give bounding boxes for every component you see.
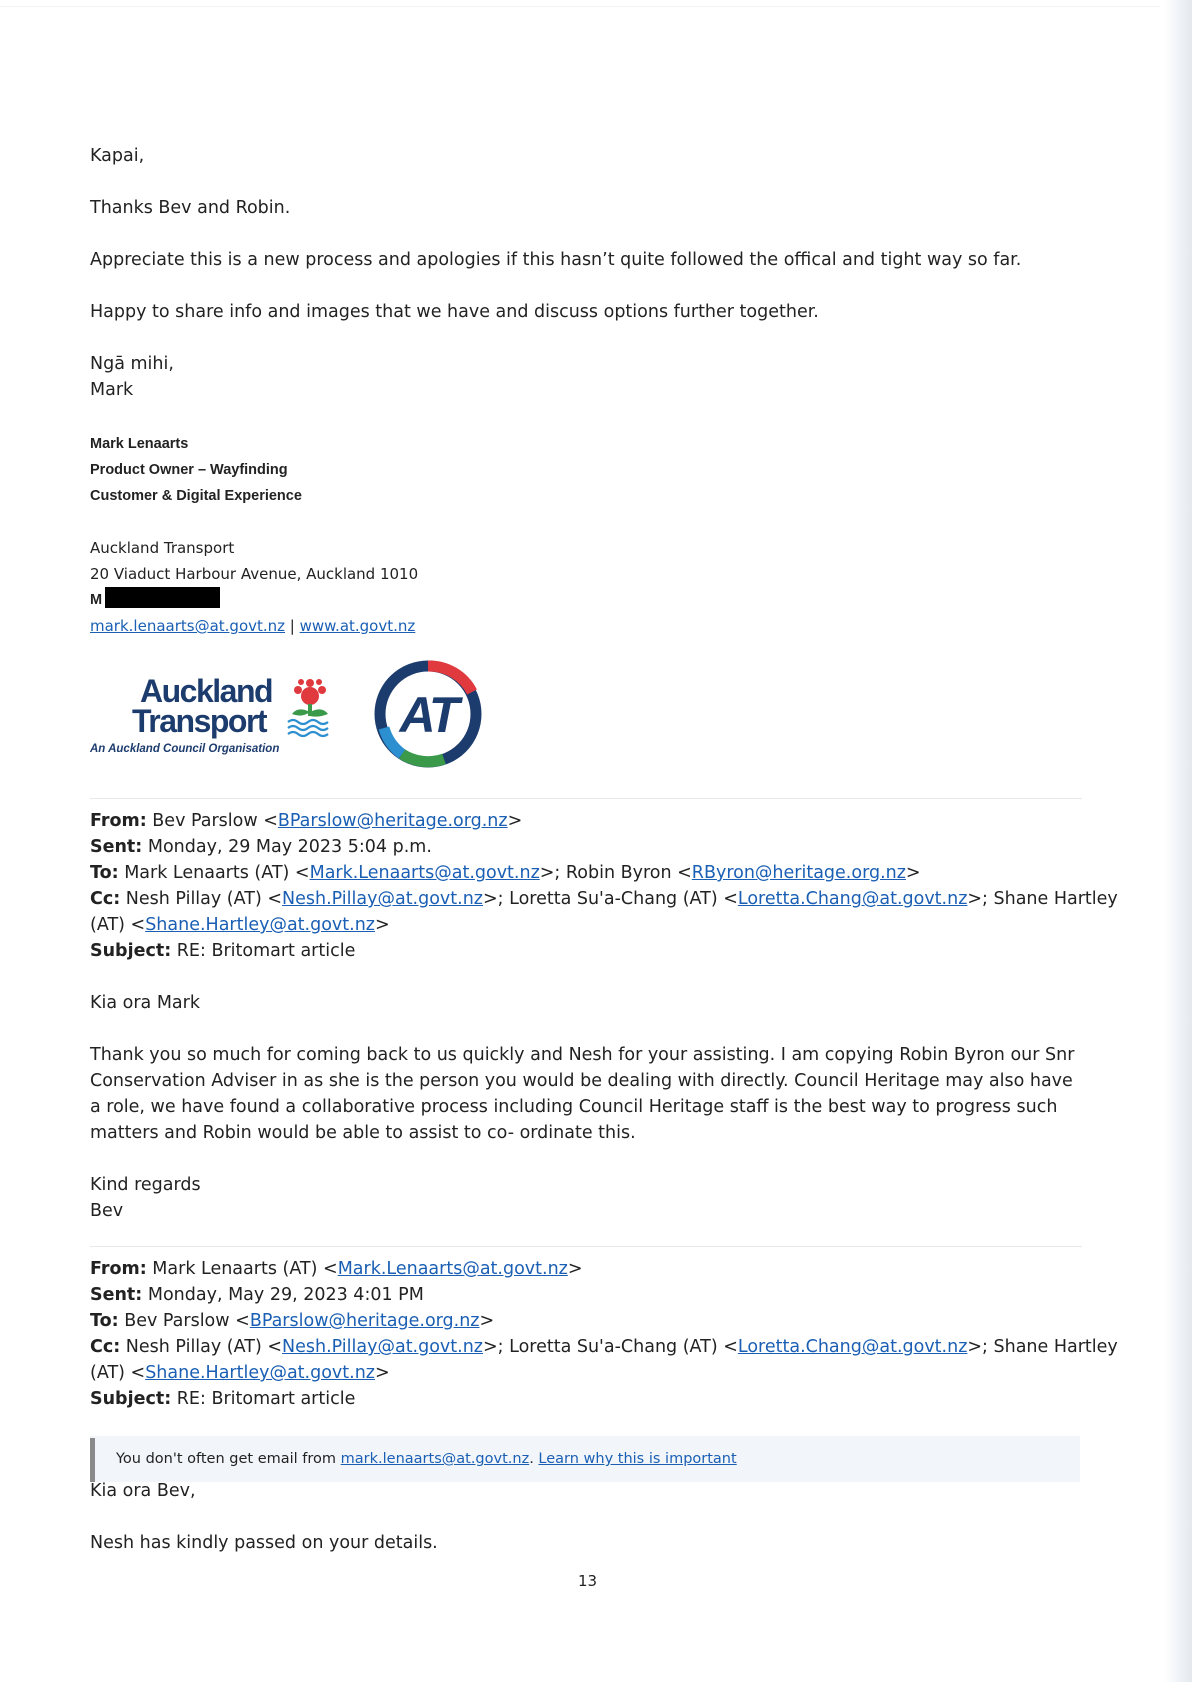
logo-tagline: An Auckland Council Organisation [90,743,280,755]
reply-line-3: Happy to share info and images that we have and discuss options further together. [90,302,819,322]
email2-cc-email3-link[interactable]: Shane.Hartley@at.govt.nz [145,1363,375,1383]
email1-sent-value: Monday, 29 May 2023 5:04 p.m. [142,837,432,857]
reply-greeting: Kapai, [90,146,145,166]
reply-signoff: Ngā mihi, [90,354,174,374]
email2-cc-line2 [90,1360,390,1386]
email1-from-label: From: [90,811,147,831]
email2-to-name: Bev Parslow < [118,1311,250,1331]
signature-links [90,613,415,639]
email1-from-name: Bev Parslow < [146,811,278,831]
email2-from [90,1256,583,1282]
email2-from-close: > [567,1259,583,1279]
signature-dept: Customer & Digital Experience [90,488,302,504]
top-rule [0,6,1160,7]
email2-cc-mid2: >; Shane Hartley [967,1337,1118,1357]
email1-from-email-link[interactable]: BParslow@heritage.org.nz [277,811,508,831]
notice-pre: You don't often get email from [116,1451,341,1467]
email1-cc [90,886,1118,912]
email2-sent-value: Monday, May 29, 2023 4:01 PM [142,1285,424,1305]
email2-to-email-link[interactable]: BParslow@heritage.org.nz [249,1311,480,1331]
email2-to-label: To: [90,1311,119,1331]
email1-cc-email1-link[interactable]: Nesh.Pillay@at.govt.nz [282,889,483,909]
email1-sent [90,834,432,860]
email2-subject-label: Subject: [90,1389,172,1409]
email2-cc-line2-pre: (AT) < [90,1363,146,1383]
email1-cc-email2-link[interactable]: Loretta.Chang@at.govt.nz [737,889,968,909]
logo-wordmark-transport: Transport [132,703,267,739]
email2-cc-mid1: >; Loretta Su'a-Chang (AT) < [483,1337,738,1357]
email2-cc-label: Cc: [90,1337,121,1357]
email1-sent-label: Sent: [90,837,143,857]
signature-link-separator: | [285,617,300,635]
reply-line-1: Thanks Bev and Robin. [90,198,291,218]
at-badge-logo [372,658,484,770]
badge-monogram: AT [399,687,457,743]
auckland-transport-logo [88,672,338,758]
learn-why-link[interactable]: Learn why this is important [538,1451,737,1467]
email2-from-label: From: [90,1259,147,1279]
email2-subject-value: RE: Britomart article [171,1389,356,1409]
email1-subject-value: RE: Britomart article [171,941,356,961]
water-waves-icon [288,720,328,736]
page-number: 13 [578,1572,598,1590]
reply-line-2: Appreciate this is a new process and apologies if this hasn’t quite followed the offical and tight way so far. [90,250,1022,270]
email2-to-close: > [479,1311,495,1331]
email1-to-label: To: [90,863,119,883]
page-edge-shadow [1164,0,1192,1682]
email2-cc-close: > [374,1363,390,1383]
email1-from-close: > [507,811,523,831]
email1-to-close: > [905,863,921,883]
signature-email-link[interactable]: mark.lenaarts@at.govt.nz [90,617,286,635]
email1-body: Thank you so much for coming back to us quickly and Nesh for your assisting. I am copying Robin Byron our Snr Conservation Adviser in as she is the person you would be dealing with directly. Council Heritage may also have a role, we have found a collaborative process including Council Heritage staff is the best way to progress such matters and Robin would be able to assist to co- ordinate this. [90,1045,1075,1143]
notice-accent-bar [90,1438,95,1482]
email2-body: Nesh has kindly passed on your details. [90,1533,438,1553]
signature-role: Product Owner – Wayfinding [90,462,288,478]
notice-dot: . [529,1451,539,1467]
signature-org: Auckland Transport [90,539,235,557]
badge-green-arc [402,754,444,762]
message-separator-2 [90,1246,1082,1247]
email1-to-name1: Mark Lenaarts (AT) < [118,863,310,883]
notice-email-link[interactable]: mark.lenaarts@at.govt.nz [340,1451,530,1467]
email2-subject [90,1386,355,1412]
email1-cc-label: Cc: [90,889,121,909]
email1-to-email1-link[interactable]: Mark.Lenaarts@at.govt.nz [309,863,540,883]
email2-from-name: Mark Lenaarts (AT) < [146,1259,338,1279]
email2-to [90,1308,494,1334]
email1-to-mid: >; Robin Byron < [539,863,692,883]
notice-text [116,1446,737,1472]
email1-greeting: Kia ora Mark [90,993,200,1013]
message-separator-1 [90,798,1082,799]
email2-sent [90,1282,424,1308]
email1-to [90,860,921,886]
signature-name: Mark Lenaarts [90,436,189,452]
email1-subject-label: Subject: [90,941,172,961]
email1-cc-line2-pre: (AT) < [90,915,146,935]
signature-website-link[interactable]: www.at.govt.nz [299,617,416,635]
email1-cc-close: > [374,915,390,935]
mobile-label: M [90,592,103,608]
email1-cc-line2 [90,912,390,938]
pohutukawa-flower-icon [292,679,328,717]
email1-cc-mid1: >; Loretta Su'a-Chang (AT) < [483,889,738,909]
email1-cc-name1: Nesh Pillay (AT) < [120,889,282,909]
email1-closing: Kind regards [90,1175,201,1195]
email1-subject [90,938,355,964]
email2-cc-email2-link[interactable]: Loretta.Chang@at.govt.nz [737,1337,968,1357]
signature-mobile [90,587,220,613]
email2-cc [90,1334,1118,1360]
email2-cc-email1-link[interactable]: Nesh.Pillay@at.govt.nz [282,1337,483,1357]
email2-from-email-link[interactable]: Mark.Lenaarts@at.govt.nz [337,1259,568,1279]
signature-address: 20 Viaduct Harbour Avenue, Auckland 1010 [90,565,419,583]
email1-cc-mid2: >; Shane Hartley [967,889,1118,909]
external-sender-notice [90,1436,1080,1482]
email1-to-email2-link[interactable]: RByron@heritage.org.nz [691,863,906,883]
email1-from [90,808,522,834]
redaction-box [105,587,220,608]
email1-closing-name: Bev [90,1201,124,1221]
email2-greeting: Kia ora Bev, [90,1481,196,1501]
reply-signoff-name: Mark [90,380,134,400]
logo-wordmark-auckland: Auckland [140,673,273,709]
email2-sent-label: Sent: [90,1285,143,1305]
email2-cc-name1: Nesh Pillay (AT) < [120,1337,282,1357]
email1-cc-email3-link[interactable]: Shane.Hartley@at.govt.nz [145,915,375,935]
